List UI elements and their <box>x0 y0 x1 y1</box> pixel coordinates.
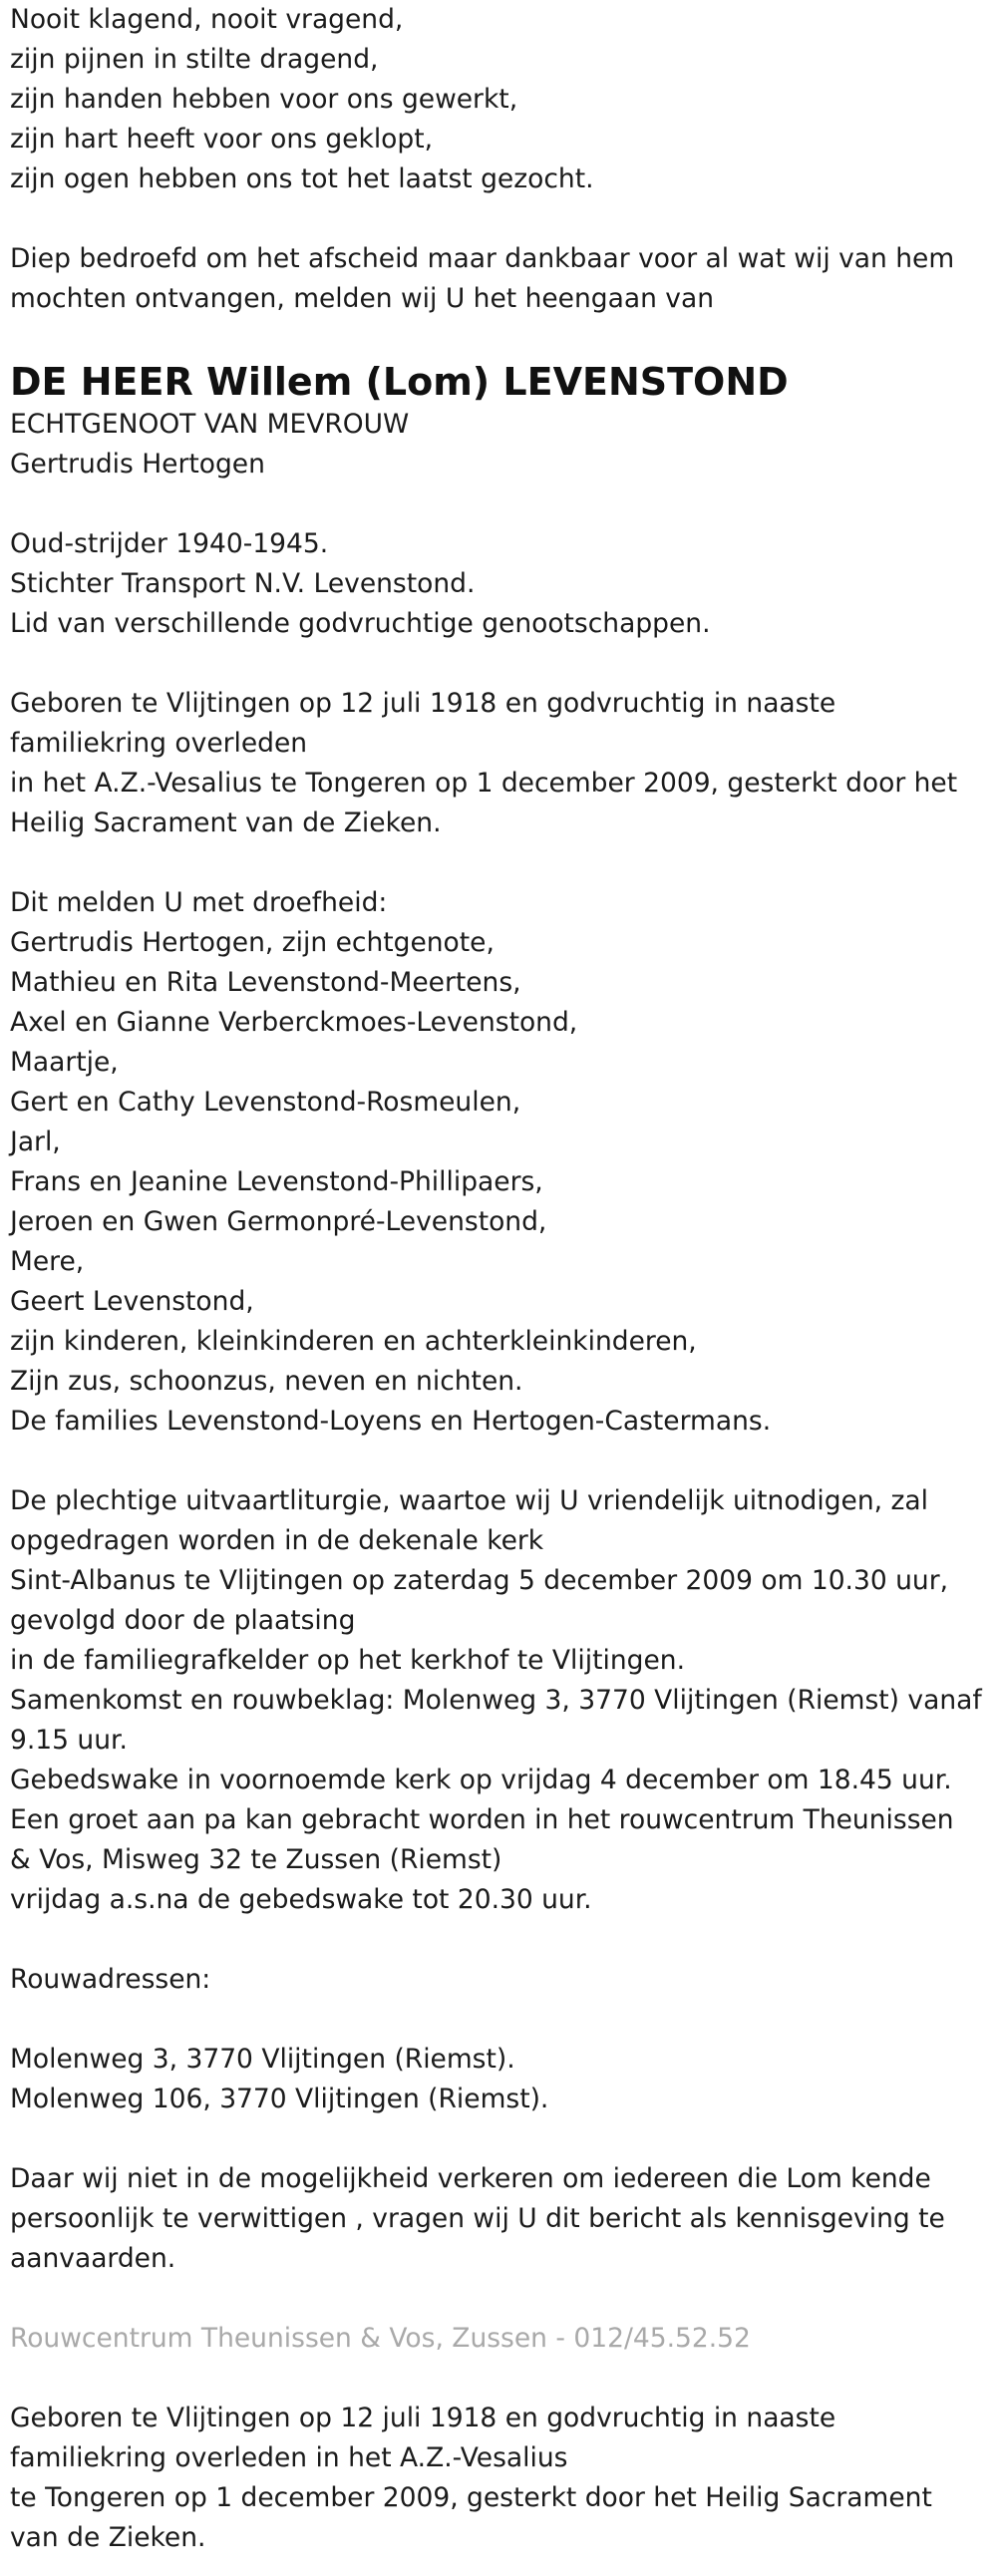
family-line: Frans en Jeanine Levenstond-Phillipaers, <box>10 1166 543 1197</box>
birth-death <box>10 684 987 843</box>
closing-line: aanvaarden. <box>10 2243 176 2274</box>
closing <box>10 2159 987 2279</box>
family-list <box>10 883 987 1442</box>
role-line: Stichter Transport N.V. Levenstond. <box>10 568 476 599</box>
funeral-line: opgedragen worden in de dekenale kerk <box>10 1525 544 1556</box>
family-line: De families Levenstond-Loyens en Hertogen-Castermans. <box>10 1406 772 1437</box>
spouse-label: ECHTGENOOT VAN MEVROUW <box>10 409 410 440</box>
funeral-line: 9.15 uur. <box>10 1725 128 1756</box>
family-line: Geert Levenstond, <box>10 1286 254 1317</box>
role-line: Lid van verschillende godvruchtige genootschappen. <box>10 608 711 639</box>
funeral-line: vrijdag a.s.na de gebedswake tot 20.30 uur. <box>10 1884 592 1915</box>
family-line: Maartje, <box>10 1047 119 1078</box>
poem-line: zijn hart heeft voor ons geklopt, <box>10 124 434 155</box>
family-line: zijn kinderen, kleinkinderen en achterkleinkinderen, <box>10 1326 697 1357</box>
funeral-home: Rouwcentrum Theunissen & Vos, Zussen - 012/45.52.52 <box>10 2323 751 2354</box>
roles <box>10 524 987 644</box>
intro-line: mochten ontvangen, melden wij U het heengaan van <box>10 283 715 314</box>
deceased-block <box>10 359 987 484</box>
addresses-heading: Rouwadressen: <box>10 1964 211 1995</box>
funeral-line: De plechtige uitvaartliturgie, waartoe wij U vriendelijk uitnodigen, zal <box>10 1485 929 1516</box>
address-line: Molenweg 106, 3770 Vlijtingen (Riemst). <box>10 2084 549 2114</box>
closing-line: Daar wij niet in de mogelijkheid verkeren om iedereen die Lom kende <box>10 2163 931 2194</box>
summary-line: te Tongeren op 1 december 2009, gesterkt door het Heilig Sacrament <box>10 2482 932 2513</box>
summary-line: van de Zieken. <box>10 2522 206 2553</box>
poem-line: zijn pijnen in stilte dragend, <box>10 44 379 75</box>
family-line: Mere, <box>10 1246 85 1277</box>
obituary-page <box>10 0 987 2558</box>
spouse-name: Gertrudis Hertogen <box>10 449 265 480</box>
family-line: Jeroen en Gwen Germonpré-Levenstond, <box>10 1206 547 1237</box>
family-line: Gert en Cathy Levenstond-Rosmeulen, <box>10 1087 521 1118</box>
family-line: Mathieu en Rita Levenstond-Meertens, <box>10 967 521 998</box>
summary-line: familiekring overleden in het A.Z.-Vesalius <box>10 2442 568 2473</box>
closing-line: persoonlijk te verwittigen , vragen wij U dit bericht als kennisgeving te <box>10 2203 945 2234</box>
funeral-line: & Vos, Misweg 32 te Zussen (Riemst) <box>10 1844 502 1875</box>
intro <box>10 239 987 319</box>
role-line: Oud-strijder 1940-1945. <box>10 528 329 559</box>
summary <box>10 2399 987 2558</box>
funeral-line: gevolgd door de plaatsing <box>10 1605 356 1636</box>
birth-death-line: in het A.Z.-Vesalius te Tongeren op 1 december 2009, gesterkt door het <box>10 768 958 799</box>
poem <box>10 0 987 199</box>
deceased-name: DE HEER Willem (Lom) LEVENSTOND <box>10 360 789 404</box>
family-line: Zijn zus, schoonzus, neven en nichten. <box>10 1366 523 1397</box>
summary-line: Geboren te Vlijtingen op 12 juli 1918 en godvruchtig in naaste <box>10 2403 836 2433</box>
birth-death-line: Heilig Sacrament van de Zieken. <box>10 807 442 838</box>
funeral-line: Samenkomst en rouwbeklag: Molenweg 3, 3770 Vlijtingen (Riemst) vanaf <box>10 1685 982 1716</box>
funeral-line: Gebedswake in voornoemde kerk op vrijdag 4 december om 18.45 uur. <box>10 1765 952 1795</box>
poem-line: Nooit klagend, nooit vragend, <box>10 4 404 35</box>
family-line: Dit melden U met droefheid: <box>10 887 388 918</box>
family-line: Gertrudis Hertogen, zijn echtgenote, <box>10 927 495 958</box>
family-line: Axel en Gianne Verberckmoes-Levenstond, <box>10 1007 578 1038</box>
address-line: Molenweg 3, 3770 Vlijtingen (Riemst). <box>10 2044 515 2075</box>
addresses-heading-block <box>10 1960 987 2000</box>
funeral-line: in de familiegrafkelder op het kerkhof te Vlijtingen. <box>10 1645 686 1676</box>
funeral-line: Sint-Albanus te Vlijtingen op zaterdag 5 december 2009 om 10.30 uur, <box>10 1565 949 1596</box>
addresses <box>10 2040 987 2119</box>
birth-death-line: Geboren te Vlijtingen op 12 juli 1918 en godvruchtig in naaste <box>10 688 836 719</box>
funeral-details <box>10 1481 987 1920</box>
family-line: Jarl, <box>10 1127 61 1157</box>
poem-line: zijn ogen hebben ons tot het laatst gezocht. <box>10 163 594 194</box>
funeral-home-block <box>10 2319 987 2359</box>
birth-death-line: familiekring overleden <box>10 728 308 759</box>
intro-line: Diep bedroefd om het afscheid maar dankbaar voor al wat wij van hem <box>10 243 955 274</box>
poem-line: zijn handen hebben voor ons gewerkt, <box>10 84 518 115</box>
funeral-line: Een groet aan pa kan gebracht worden in het rouwcentrum Theunissen <box>10 1804 954 1835</box>
